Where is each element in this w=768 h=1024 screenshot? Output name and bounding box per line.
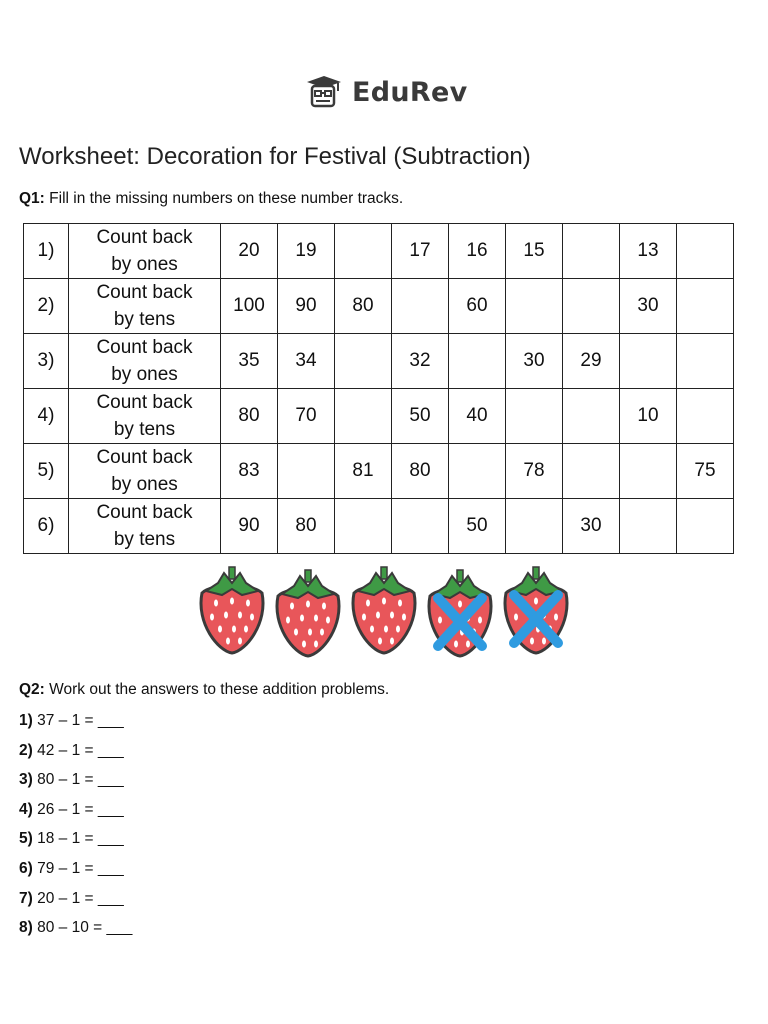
track-value-cell: 60 — [449, 279, 506, 334]
subtraction-problem — [19, 858, 132, 888]
track-value-cell: 13 — [620, 224, 677, 279]
track-blank-cell[interactable] — [677, 389, 734, 444]
track-label-line: by tens — [113, 529, 176, 550]
subtraction-problem — [19, 769, 132, 799]
track-blank-cell[interactable] — [620, 334, 677, 389]
track-blank-cell[interactable] — [449, 444, 506, 499]
track-blank-cell[interactable] — [449, 334, 506, 389]
track-value-cell: 50 — [449, 499, 506, 554]
subtraction-problem — [19, 710, 132, 740]
track-row — [24, 279, 734, 334]
track-blank-cell[interactable] — [677, 499, 734, 554]
problem-number: 3) — [19, 771, 33, 789]
track-row-label — [69, 499, 221, 554]
track-value-cell: 75 — [677, 444, 734, 499]
track-blank-cell[interactable] — [677, 334, 734, 389]
problem-expression: 80 – 10 = ___ — [37, 919, 133, 937]
problem-number: 5) — [19, 830, 33, 848]
track-row-number: 3) — [24, 334, 69, 389]
track-row — [24, 389, 734, 444]
subtraction-problem — [19, 888, 132, 918]
problem-number: 4) — [19, 800, 33, 818]
problem-number: 1) — [19, 712, 33, 729]
track-row — [24, 444, 734, 499]
q2-text: Work out the answers to these addition problems. — [49, 681, 390, 698]
track-value-cell: 30 — [620, 279, 677, 334]
problem-expression: 20 – 1 = ___ — [37, 889, 124, 907]
track-blank-cell[interactable] — [335, 499, 392, 554]
track-row-number: 4) — [24, 389, 69, 444]
track-label-line: Count back — [96, 282, 193, 303]
track-value-cell: 30 — [506, 334, 563, 389]
problem-number: 2) — [19, 741, 33, 759]
problem-expression: 26 – 1 = ___ — [37, 800, 124, 818]
track-value-cell: 30 — [563, 499, 620, 554]
track-blank-cell[interactable] — [392, 279, 449, 334]
track-blank-cell[interactable] — [506, 389, 563, 444]
track-label-line: Count back — [96, 227, 193, 248]
track-value-cell: 19 — [278, 224, 335, 279]
track-value-cell: 90 — [278, 279, 335, 334]
track-blank-cell[interactable] — [335, 389, 392, 444]
number-track-table — [23, 223, 734, 554]
track-label-line: by ones — [111, 254, 178, 275]
subtraction-problem — [19, 740, 132, 770]
track-row-label — [69, 224, 221, 279]
track-value-cell: 78 — [506, 444, 563, 499]
brand-name: EduRev — [352, 76, 468, 108]
brand-logo — [304, 74, 468, 110]
q1-prompt — [19, 190, 403, 208]
subtraction-problem — [19, 917, 132, 947]
strawberry-icon — [201, 567, 263, 653]
track-blank-cell[interactable] — [677, 279, 734, 334]
track-value-cell: 29 — [563, 334, 620, 389]
track-value-cell: 100 — [221, 279, 278, 334]
strawberry-crossed-icon — [429, 570, 491, 656]
track-row — [24, 224, 734, 279]
track-row-label — [69, 334, 221, 389]
track-blank-cell[interactable] — [620, 444, 677, 499]
strawberry-crossed-icon — [505, 567, 567, 653]
track-value-cell: 35 — [221, 334, 278, 389]
track-value-cell: 32 — [392, 334, 449, 389]
track-blank-cell[interactable] — [563, 389, 620, 444]
problem-expression: 42 – 1 = ___ — [37, 741, 124, 759]
track-label-line: by ones — [111, 364, 178, 385]
track-label-line: by tens — [113, 309, 176, 330]
subtraction-problem-list — [19, 710, 132, 947]
track-value-cell: 83 — [221, 444, 278, 499]
track-value-cell: 80 — [335, 279, 392, 334]
q1-text: Fill in the missing numbers on these number tracks. — [49, 190, 404, 207]
problem-number: 8) — [19, 919, 33, 937]
problem-number: 7) — [19, 889, 33, 907]
strawberry-icon — [277, 570, 339, 656]
track-blank-cell[interactable] — [335, 334, 392, 389]
track-row-number: 5) — [24, 444, 69, 499]
track-value-cell: 16 — [449, 224, 506, 279]
track-blank-cell[interactable] — [506, 499, 563, 554]
track-row — [24, 499, 734, 554]
q1-label: Q1: — [19, 190, 45, 207]
track-blank-cell[interactable] — [278, 444, 335, 499]
track-blank-cell[interactable] — [563, 279, 620, 334]
track-row-label — [69, 279, 221, 334]
track-blank-cell[interactable] — [392, 499, 449, 554]
subtraction-problem — [19, 828, 132, 858]
track-label-line: by tens — [113, 419, 176, 440]
strawberry-icon — [353, 567, 415, 653]
track-value-cell: 20 — [221, 224, 278, 279]
track-value-cell: 50 — [392, 389, 449, 444]
track-value-cell: 80 — [221, 389, 278, 444]
track-blank-cell[interactable] — [620, 499, 677, 554]
q2-prompt — [19, 681, 389, 699]
worksheet-title: Worksheet: Decoration for Festival (Subtraction) — [19, 143, 531, 170]
track-value-cell: 70 — [278, 389, 335, 444]
track-row — [24, 334, 734, 389]
problem-number: 6) — [19, 859, 33, 877]
track-blank-cell[interactable] — [563, 224, 620, 279]
graduation-cap-logo-icon — [304, 74, 344, 110]
problem-expression: 18 – 1 = ___ — [37, 830, 124, 848]
track-value-cell: 81 — [335, 444, 392, 499]
track-label-line: Count back — [96, 392, 193, 413]
track-row-label — [69, 389, 221, 444]
track-blank-cell[interactable] — [677, 224, 734, 279]
track-value-cell: 90 — [221, 499, 278, 554]
problem-expression: 80 – 1 = ___ — [37, 771, 124, 789]
track-label-line: Count back — [96, 447, 193, 468]
track-value-cell: 17 — [392, 224, 449, 279]
problem-expression: 37 – 1 = ___ — [37, 712, 124, 729]
track-value-cell: 80 — [278, 499, 335, 554]
track-label-line: by ones — [111, 474, 178, 495]
track-value-cell: 10 — [620, 389, 677, 444]
strawberry-row — [194, 563, 574, 663]
track-row-number: 6) — [24, 499, 69, 554]
track-blank-cell[interactable] — [506, 279, 563, 334]
track-blank-cell[interactable] — [563, 444, 620, 499]
track-value-cell: 34 — [278, 334, 335, 389]
track-blank-cell[interactable] — [335, 224, 392, 279]
track-value-cell: 40 — [449, 389, 506, 444]
q2-label: Q2: — [19, 681, 45, 698]
track-label-line: Count back — [96, 337, 193, 358]
track-row-number: 2) — [24, 279, 69, 334]
track-row-label — [69, 444, 221, 499]
problem-expression: 79 – 1 = ___ — [37, 859, 124, 877]
track-value-cell: 80 — [392, 444, 449, 499]
subtraction-problem — [19, 799, 132, 829]
track-label-line: Count back — [96, 502, 193, 523]
track-value-cell: 15 — [506, 224, 563, 279]
track-row-number: 1) — [24, 224, 69, 279]
